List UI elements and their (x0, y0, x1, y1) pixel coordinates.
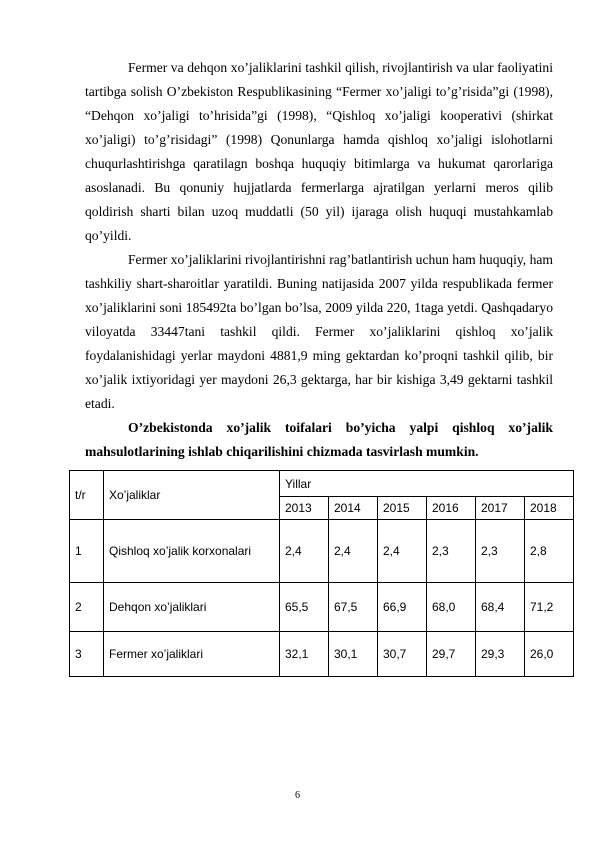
paragraph-chart-intro: O’zbekistonda xo’jalik toifalari bo’yicha yalpi qishloq xo’jalik mahsulotlarining ishlab chiqarilishini chizmada tasvirlash mumkin. (85, 420, 553, 459)
row-index: 3 (70, 632, 104, 677)
row-label: Qishloq xo’jalik korxonalari (104, 520, 280, 583)
value-cell: 2,3 (427, 520, 476, 583)
value-cell: 30,7 (378, 632, 427, 677)
row-label: Fermer xo’jaliklari (104, 632, 280, 677)
value-cell: 2,4 (378, 520, 427, 583)
paragraph-legal-basis: Fermer va dehqon xo’jaliklarini tashkil qilish, rivojlantirish va ular faoliyatini tartibga solish O’zbekiston Respublikasining “Fermer xo’jaligi to’g’risida”gi (1998), “Dehqon xo’jaligi to’hrisida”gi (1998), “Qishloq xo’jaligi kooperativi (shirkat xo’jaligi) to’g’risidagi” (1998) Qonunlarga hamda qishloq xo’jaligi islohotlarni chuqurlashtirishga qaratilagn boshqa huquqiy bitimlarga va hukumat qarorlariga asoslanadi. Bu qonuniy hujjatlarda fermerlarga ajratilgan yerlarni meros qilib qoldirish sharti bilan uzoq muddatli (50 yil) ijaraga olish huquqi mustahkamlab qo’yildi. (85, 60, 553, 243)
value-cell: 71,2 (525, 583, 574, 632)
year-cell: 2017 (476, 497, 525, 520)
value-cell: 65,5 (280, 583, 329, 632)
body-text (85, 56, 553, 464)
col-header-index: t/r (70, 471, 104, 520)
value-cell: 2,4 (280, 520, 329, 583)
value-cell: 29,7 (427, 632, 476, 677)
value-cell: 68,0 (427, 583, 476, 632)
row-index: 2 (70, 583, 104, 632)
col-header-years: Yillar (280, 471, 574, 497)
value-cell: 2,3 (476, 520, 525, 583)
year-cell: 2014 (329, 497, 378, 520)
table-row (70, 520, 574, 583)
table-row (70, 632, 574, 677)
year-cell: 2016 (427, 497, 476, 520)
row-label: Dehqon xo’jaliklari (104, 583, 280, 632)
page-number: 6 (295, 790, 300, 801)
value-cell: 26,0 (525, 632, 574, 677)
value-cell: 67,5 (329, 583, 378, 632)
value-cell: 2,4 (329, 520, 378, 583)
table-row (70, 583, 574, 632)
paragraph-farm-development: Fermer xo’jaliklarini rivojlantirishni rag’batlantirish uchun ham huquqiy, ham tashkiliy shart-sharoitlar yaratildi. Buning natijasida 2007 yilda respublikada fermer xo’jaliklarini soni 185492ta bo’lgan bo’lsa, 2009 yilda 220, 1taga yetdi. Qashqadaryo viloyatda 33447tani tashkil qildi. Fermer xo’jaliklarini qishloq xo’jalik foydalanishidagi yerlar maydoni 4881,9 ming gektardan ko’proqni tashkil qilib, bir xo’jalik ixtiyoridagi yer maydoni 26,3 gektarga, har bir kishiga 3,49 gektarni tashkil etadi. (85, 252, 553, 411)
table-header-row (70, 471, 574, 497)
production-share-table (69, 470, 574, 677)
value-cell: 2,8 (525, 520, 574, 583)
year-cell: 2015 (378, 497, 427, 520)
value-cell: 30,1 (329, 632, 378, 677)
value-cell: 66,9 (378, 583, 427, 632)
row-index: 1 (70, 520, 104, 583)
col-header-farm-type: Xo’jaliklar (104, 471, 280, 520)
year-cell: 2018 (525, 497, 574, 520)
value-cell: 29,3 (476, 632, 525, 677)
value-cell: 32,1 (280, 632, 329, 677)
value-cell: 68,4 (476, 583, 525, 632)
year-cell: 2013 (280, 497, 329, 520)
